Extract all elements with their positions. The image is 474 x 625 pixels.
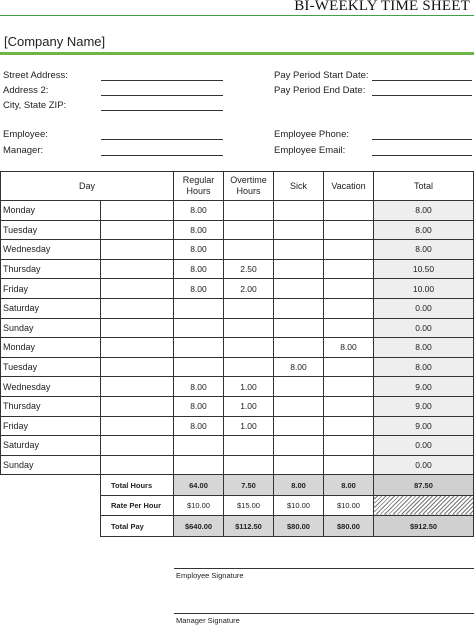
employee-label: Employee: xyxy=(3,129,48,140)
overtime-cell[interactable]: 2.50 xyxy=(224,259,274,279)
total-cell: 0.00 xyxy=(374,318,474,338)
date-cell[interactable] xyxy=(101,377,174,397)
sick-cell[interactable] xyxy=(274,240,324,260)
regular-cell[interactable]: 8.00 xyxy=(174,201,224,221)
overtime-cell[interactable] xyxy=(224,318,274,338)
employee-email-field[interactable] xyxy=(372,155,472,156)
employee-signature-label: Employee Signature xyxy=(176,571,244,580)
date-cell[interactable] xyxy=(101,357,174,377)
total-pay-row xyxy=(1,516,474,537)
company-name[interactable]: [Company Name] xyxy=(4,34,106,49)
total-cell: 8.00 xyxy=(374,220,474,240)
vacation-cell[interactable] xyxy=(324,436,374,456)
day-cell: Thursday xyxy=(1,259,101,279)
regular-cell[interactable] xyxy=(174,298,224,318)
sick-cell[interactable] xyxy=(274,436,324,456)
date-cell[interactable] xyxy=(101,396,174,416)
date-cell[interactable] xyxy=(101,455,174,475)
summary-vacation: $80.00 xyxy=(324,516,374,537)
summary-spacer xyxy=(1,495,101,516)
vacation-cell[interactable] xyxy=(324,357,374,377)
summary-sick: $80.00 xyxy=(274,516,324,537)
total-cell: 9.00 xyxy=(374,396,474,416)
table-row xyxy=(1,201,474,221)
vacation-cell[interactable] xyxy=(324,220,374,240)
summary-overtime: $15.00 xyxy=(224,495,274,516)
sick-cell[interactable] xyxy=(274,220,324,240)
summary-label: Rate Per Hour xyxy=(101,495,174,516)
date-cell[interactable] xyxy=(101,240,174,260)
regular-cell[interactable]: 8.00 xyxy=(174,240,224,260)
pay-period-end-field[interactable] xyxy=(372,95,472,96)
vacation-cell[interactable] xyxy=(324,201,374,221)
table-row xyxy=(1,377,474,397)
table-row xyxy=(1,416,474,436)
employee-email-label: Employee Email: xyxy=(274,145,346,156)
address2-label: Address 2: xyxy=(3,85,49,96)
header-total: Total xyxy=(374,172,474,201)
summary-sick: $10.00 xyxy=(274,495,324,516)
vacation-cell[interactable] xyxy=(324,259,374,279)
summary-overtime: $112.50 xyxy=(224,516,274,537)
street-address-field[interactable] xyxy=(101,80,223,81)
total-cell: 8.00 xyxy=(374,357,474,377)
date-cell[interactable] xyxy=(101,416,174,436)
table-row xyxy=(1,298,474,318)
day-cell: Friday xyxy=(1,279,101,299)
date-cell[interactable] xyxy=(101,259,174,279)
summary-overtime: 7.50 xyxy=(224,475,274,496)
date-cell[interactable] xyxy=(101,436,174,456)
total-cell: 8.00 xyxy=(374,338,474,358)
total-cell: 0.00 xyxy=(374,298,474,318)
table-row xyxy=(1,338,474,358)
day-cell: Sunday xyxy=(1,455,101,475)
overtime-cell[interactable]: 2.00 xyxy=(224,279,274,299)
sick-cell[interactable] xyxy=(274,298,324,318)
summary-total-hatched xyxy=(374,495,474,516)
pay-period-start-label: Pay Period Start Date: xyxy=(274,70,369,81)
sick-cell[interactable] xyxy=(274,259,324,279)
header-sick: Sick xyxy=(274,172,324,201)
sick-cell[interactable] xyxy=(274,201,324,221)
day-cell: Wednesday xyxy=(1,377,101,397)
table-row xyxy=(1,318,474,338)
total-cell: 8.00 xyxy=(374,201,474,221)
table-row xyxy=(1,259,474,279)
manager-field[interactable] xyxy=(101,155,223,156)
summary-total: $912.50 xyxy=(374,516,474,537)
summary-sick: 8.00 xyxy=(274,475,324,496)
total-cell: 9.00 xyxy=(374,416,474,436)
vacation-cell[interactable] xyxy=(324,416,374,436)
total-cell: 8.00 xyxy=(374,240,474,260)
rate-per-hour-row xyxy=(1,495,474,516)
manager-signature-label: Manager Signature xyxy=(176,616,240,625)
day-cell: Saturday xyxy=(1,436,101,456)
day-cell: Monday xyxy=(1,338,101,358)
date-cell[interactable] xyxy=(101,338,174,358)
vacation-cell[interactable] xyxy=(324,240,374,260)
table-row xyxy=(1,455,474,475)
date-cell[interactable] xyxy=(101,220,174,240)
overtime-cell[interactable] xyxy=(224,357,274,377)
summary-regular: $640.00 xyxy=(174,516,224,537)
vacation-cell[interactable] xyxy=(324,298,374,318)
regular-cell[interactable]: 8.00 xyxy=(174,259,224,279)
company-rule xyxy=(0,52,474,55)
date-cell[interactable] xyxy=(101,298,174,318)
summary-spacer xyxy=(1,516,101,537)
summary-total: 87.50 xyxy=(374,475,474,496)
header-regular-hours: Regular Hours xyxy=(174,172,224,201)
sick-cell[interactable] xyxy=(274,377,324,397)
overtime-cell[interactable] xyxy=(224,436,274,456)
vacation-cell[interactable] xyxy=(324,455,374,475)
table-row xyxy=(1,240,474,260)
regular-cell[interactable]: 8.00 xyxy=(174,396,224,416)
sick-cell[interactable]: 8.00 xyxy=(274,357,324,377)
pay-period-end-label: Pay Period End Date: xyxy=(274,85,366,96)
header-day: Day xyxy=(1,172,174,201)
day-cell: Monday xyxy=(1,201,101,221)
summary-regular: $10.00 xyxy=(174,495,224,516)
sick-cell[interactable] xyxy=(274,396,324,416)
total-cell: 0.00 xyxy=(374,455,474,475)
sick-cell[interactable] xyxy=(274,279,324,299)
vacation-cell[interactable] xyxy=(324,279,374,299)
summary-label: Total Hours xyxy=(101,475,174,496)
page-title: BI-WEEKLY TIME SHEET xyxy=(294,0,470,14)
title-rule xyxy=(0,15,474,16)
day-cell: Wednesday xyxy=(1,240,101,260)
table-row xyxy=(1,396,474,416)
overtime-cell[interactable] xyxy=(224,201,274,221)
table-row xyxy=(1,220,474,240)
day-cell: Thursday xyxy=(1,396,101,416)
manager-signature-line[interactable] xyxy=(174,613,474,614)
street-address-label: Street Address: xyxy=(3,70,68,81)
overtime-cell[interactable]: 1.00 xyxy=(224,396,274,416)
employee-field[interactable] xyxy=(101,139,223,140)
employee-signature-line[interactable] xyxy=(174,568,474,569)
sick-cell[interactable] xyxy=(274,416,324,436)
total-hours-row xyxy=(1,475,474,496)
overtime-cell[interactable] xyxy=(224,298,274,318)
regular-cell[interactable] xyxy=(174,318,224,338)
table-header-row xyxy=(1,172,474,201)
overtime-cell[interactable] xyxy=(224,220,274,240)
total-cell: 10.50 xyxy=(374,259,474,279)
day-cell: Saturday xyxy=(1,298,101,318)
summary-vacation: 8.00 xyxy=(324,475,374,496)
summary-regular: 64.00 xyxy=(174,475,224,496)
overtime-cell[interactable]: 1.00 xyxy=(224,416,274,436)
city-state-zip-field[interactable] xyxy=(101,110,223,111)
table-row xyxy=(1,436,474,456)
pay-period-start-field[interactable] xyxy=(372,80,472,81)
overtime-cell[interactable] xyxy=(224,455,274,475)
vacation-cell[interactable] xyxy=(324,318,374,338)
day-cell: Tuesday xyxy=(1,357,101,377)
regular-cell[interactable]: 8.00 xyxy=(174,377,224,397)
regular-cell[interactable] xyxy=(174,338,224,358)
regular-cell[interactable] xyxy=(174,436,224,456)
overtime-cell[interactable] xyxy=(224,240,274,260)
date-cell[interactable] xyxy=(101,279,174,299)
employee-phone-field[interactable] xyxy=(372,139,472,140)
address2-field[interactable] xyxy=(101,95,223,96)
day-cell: Tuesday xyxy=(1,220,101,240)
overtime-cell[interactable]: 1.00 xyxy=(224,377,274,397)
regular-cell[interactable] xyxy=(174,357,224,377)
summary-label: Total Pay xyxy=(101,516,174,537)
regular-cell[interactable]: 8.00 xyxy=(174,416,224,436)
sick-cell[interactable] xyxy=(274,318,324,338)
regular-cell[interactable]: 8.00 xyxy=(174,279,224,299)
vacation-cell[interactable] xyxy=(324,377,374,397)
regular-cell[interactable]: 8.00 xyxy=(174,220,224,240)
header-overtime-hours: Overtime Hours xyxy=(224,172,274,201)
summary-vacation: $10.00 xyxy=(324,495,374,516)
city-state-zip-label: City, State ZIP: xyxy=(3,100,67,111)
total-cell: 9.00 xyxy=(374,377,474,397)
manager-label: Manager: xyxy=(3,145,44,156)
table-row xyxy=(1,357,474,377)
date-cell[interactable] xyxy=(101,201,174,221)
sick-cell[interactable] xyxy=(274,455,324,475)
date-cell[interactable] xyxy=(101,318,174,338)
vacation-cell[interactable] xyxy=(324,396,374,416)
total-cell: 0.00 xyxy=(374,436,474,456)
regular-cell[interactable] xyxy=(174,455,224,475)
summary-spacer xyxy=(1,475,101,496)
table-row xyxy=(1,279,474,299)
vacation-cell[interactable]: 8.00 xyxy=(324,338,374,358)
total-cell: 10.00 xyxy=(374,279,474,299)
sick-cell[interactable] xyxy=(274,338,324,358)
day-cell: Friday xyxy=(1,416,101,436)
header-vacation: Vacation xyxy=(324,172,374,201)
timesheet-table xyxy=(0,171,474,537)
day-cell: Sunday xyxy=(1,318,101,338)
employee-phone-label: Employee Phone: xyxy=(274,129,349,140)
overtime-cell[interactable] xyxy=(224,338,274,358)
